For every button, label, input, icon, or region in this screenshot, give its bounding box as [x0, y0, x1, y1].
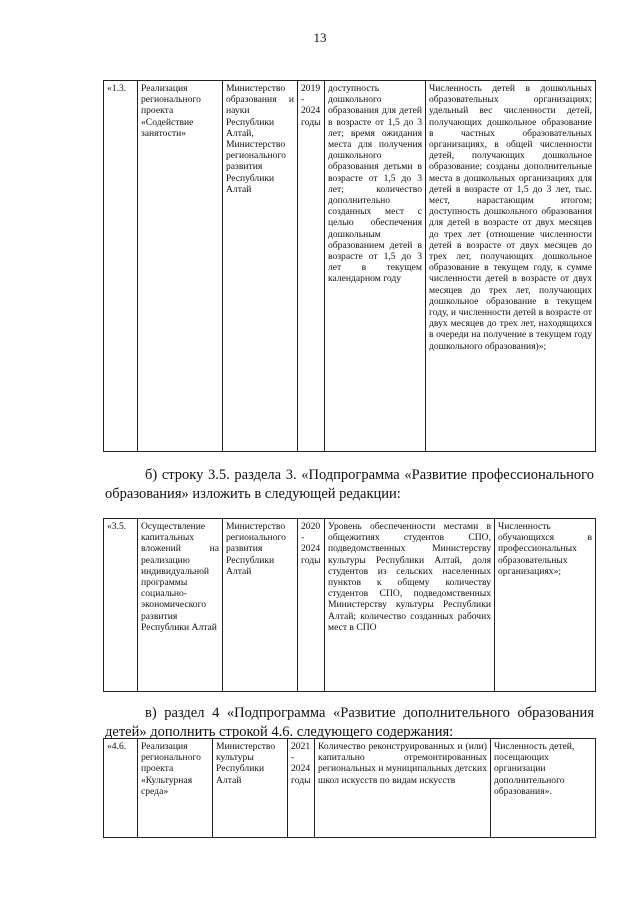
target-indicators: Численность обучающихся в профессиональных образовательных организациях»;	[495, 519, 596, 692]
table-row-3-5	[103, 518, 596, 692]
table-row-1-3	[103, 80, 596, 452]
measure-name: Осуществление капитальных вложений на реализацию индивидуальной программы социально-экономического развития Республики Алтай	[138, 519, 223, 692]
implementation-years: 2020 - 2024 годы	[298, 519, 325, 692]
measure-name: Реализация регионального проекта «Содействие занятости»	[138, 81, 223, 452]
target-indicators: Численность детей, посещающих организации дополнительного образования».	[491, 739, 596, 838]
table-row-4-6	[103, 738, 596, 838]
paragraph-b: б) строку 3.5. раздела 3. «Подпрограмма «Развитие профессионального образования» изложить в следующей редакции:	[105, 467, 594, 502]
row-number: «3.5.	[104, 519, 138, 692]
responsible-executor: Министерство регионального развития Республики Алтай	[223, 519, 298, 692]
expected-effect: доступность дошкольного образования для детей в возрасте от 1,5 до 3 лет; время ожидания места для получения дошкольного образования детьми в возрасте от 1,5 до 3 лет; количество дополнительно созданных мест с целью обеспечения дошкольным образованием детей в возрасте от 1,5 до 3 лет в текущем календарном году	[325, 81, 426, 452]
expected-effect: Количество реконструированных и (или) капитально отремонтированных региональных и муниципальных детских школ искусств по видам искусств	[315, 739, 491, 838]
implementation-years: 2019 - 2024 годы	[298, 81, 325, 452]
expected-effect: Уровень обеспеченности местами в общежитиях студентов СПО, подведомственных Министерству культуры Республики Алтай, доля студентов из сельских населенных пунктов к общему количеству студентов СПО, подведомственных Министерству культуры Республики Алтай; количество созданных рабочих мест в СПО	[325, 519, 495, 692]
page-number: 13	[313, 30, 327, 45]
implementation-years: 2021 - 2024 годы	[288, 739, 315, 838]
measure-name: Реализация регионального проекта «Культурная среда»	[138, 739, 213, 838]
row-number: «1.3.	[104, 81, 138, 452]
responsible-executor: Министерство культуры Республики Алтай	[213, 739, 288, 838]
paragraph-v: в) раздел 4 «Подпрограмма «Развитие дополнительного образования детей» дополнить строкой 4.6. следующего содержания:	[105, 705, 594, 740]
target-indicators: Численность детей в дошкольных образовательных организациях; удельный вес численности детей, получающих дошкольное образование в частных образовательных организациях, в общей численности детей, получающих дошкольное образование; созданы дополнительные места в дошкольных организациях для детей в возрасте от 1,5 до 3 лет, тыс. мест, нарастающим итогом; доступность дошкольного образования для детей в возрасте от двух месяцев до трех лет (отношение численности детей в возрасте от двух месяцев до трех лет, получающих дошкольное образование в текущем году, к сумме численности детей в возрасте от двух месяцев до трех лет, получающих дошкольное образование в текущем году, и численности детей в возрасте от двух месяцев до трех лет, находящихся в очереди на получение в текущем году дошкольного образования)»;	[426, 81, 596, 452]
responsible-executor: Министерство образования и науки Республики Алтай, Министерство регионального развития Республики Алтай	[223, 81, 298, 452]
row-number: «4.6.	[104, 739, 138, 838]
